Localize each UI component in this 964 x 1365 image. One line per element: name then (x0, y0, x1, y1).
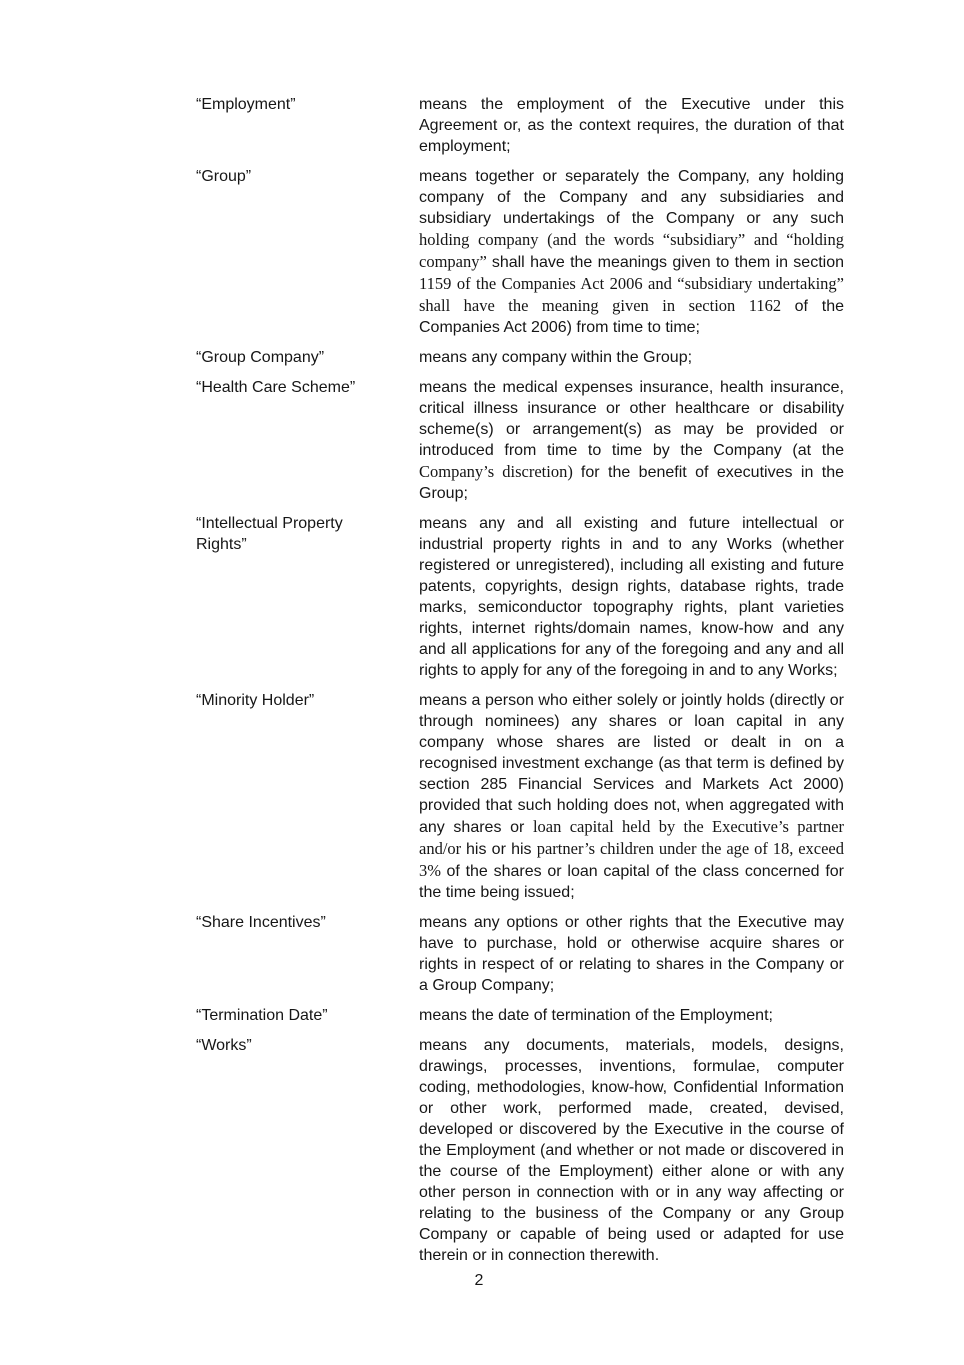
definition-text (419, 94, 844, 157)
definition-text (419, 690, 844, 903)
definition-segment: means the employment of the Executive under this Agreement or, as the context requires, the duration of that employment; (419, 96, 844, 155)
definition-row (196, 94, 844, 157)
definition-row (196, 513, 844, 681)
definition-segment: means a person who either solely or jointly holds (directly or through nominees) any shares or loan capital in any company whose shares are listed or dealt in on a recognised investment exchange (as that term is defined by section 285 Financial Services and Markets Act 2000) provided that such holding does not, when aggregated with any shares or (419, 692, 844, 836)
definition-term: “Group” (196, 168, 252, 185)
definition-segment: holding company (and the words “subsidiary” and “holding company” (419, 230, 844, 271)
definition-segment: means the date of termination of the Employment; (419, 1007, 773, 1024)
definition-segment: means any and all existing and future intellectual or industrial property rights in and to any Works (whether registered or unregistered), including all existing and future patents, copyrights, design rights, database rights, trade marks, semiconductor topography rights, plant varieties rights, internet rights/domain names, know-how and any and all applications for any of the foregoing and any and all rights to apply for any of the foregoing in and to any Works; (419, 515, 844, 679)
definition-text (419, 347, 844, 368)
definition-segment: means any options or other rights that the Executive may have to purchase, hold or otherwise acquire shares or rights in respect of or relating to shares in the Company or a Group Company; (419, 914, 844, 994)
definition-text (419, 1005, 844, 1026)
definition-text (419, 912, 844, 996)
definition-segment: of the shares or loan capital of the class concerned for the time being issued; (419, 863, 844, 901)
definition-row (196, 912, 844, 996)
definition-row (196, 166, 844, 338)
definition-segment: Company’s discretion) (419, 462, 581, 481)
definition-term: “Intellectual Property Rights” (196, 515, 343, 553)
definition-segment: shall have the meanings given to them in section (491, 254, 845, 271)
definition-segment: 1159 of the Companies Act 2006 and “subsidiary undertaking” shall have the meaning given in section 1162 (419, 274, 844, 315)
definition-segment: means any documents, materials, models, designs, drawings, processes, inventions, formulae, computer coding, methodologies, know-how, Confidential Information or other work, performed made, created, devised, developed or discovered by the Executive in the course of the Employment (and whether or not made or discovered in the course of the Employment) either alone or with any other person in connection with or in any way affecting or relating to the business of the Company or any Group Company or capable of being used or adapted for use therein or in connection therewith. (419, 1037, 844, 1264)
definition-term: “Employment” (196, 96, 296, 113)
definition-segment: means together or separately the Company, any holding company of the Company and any subsidiaries and subsidiary undertakings of the Company or any such (419, 168, 844, 227)
definition-segment: partner’s children under the age of 18, exceed 3% (419, 839, 845, 880)
definition-term: “Termination Date” (196, 1007, 328, 1024)
definition-row (196, 347, 844, 368)
definition-row (196, 1035, 844, 1266)
page-number: 2 (474, 1272, 484, 1289)
definitions-list (196, 94, 844, 1275)
definition-term: “Group Company” (196, 349, 325, 366)
definition-segment: of the Companies Act 2006) from time to time; (419, 298, 844, 336)
definition-segment: for the benefit of executives in the Group; (419, 464, 844, 502)
definition-segment: means the medical expenses insurance, health insurance, critical illness insurance or other healthcare or disability scheme(s) or arrangement(s) as may be provided or introduced from time to time by the Company (at the (419, 379, 844, 459)
definition-segment: loan capital held by the Executive’s partner and/or (419, 817, 845, 858)
definition-text (419, 166, 844, 338)
definition-term: “Minority Holder” (196, 692, 315, 709)
definition-term: “Health Care Scheme” (196, 379, 356, 396)
definition-row (196, 1005, 844, 1026)
definition-row (196, 377, 844, 504)
definition-term: “Share Incentives” (196, 914, 326, 931)
definition-row (196, 690, 844, 903)
definition-text (419, 377, 844, 504)
definition-term: “Works” (196, 1037, 252, 1054)
definition-segment: his or his (466, 841, 537, 858)
definition-text (419, 1035, 844, 1266)
definition-segment: means any company within the Group; (419, 349, 693, 366)
definition-text (419, 513, 844, 681)
